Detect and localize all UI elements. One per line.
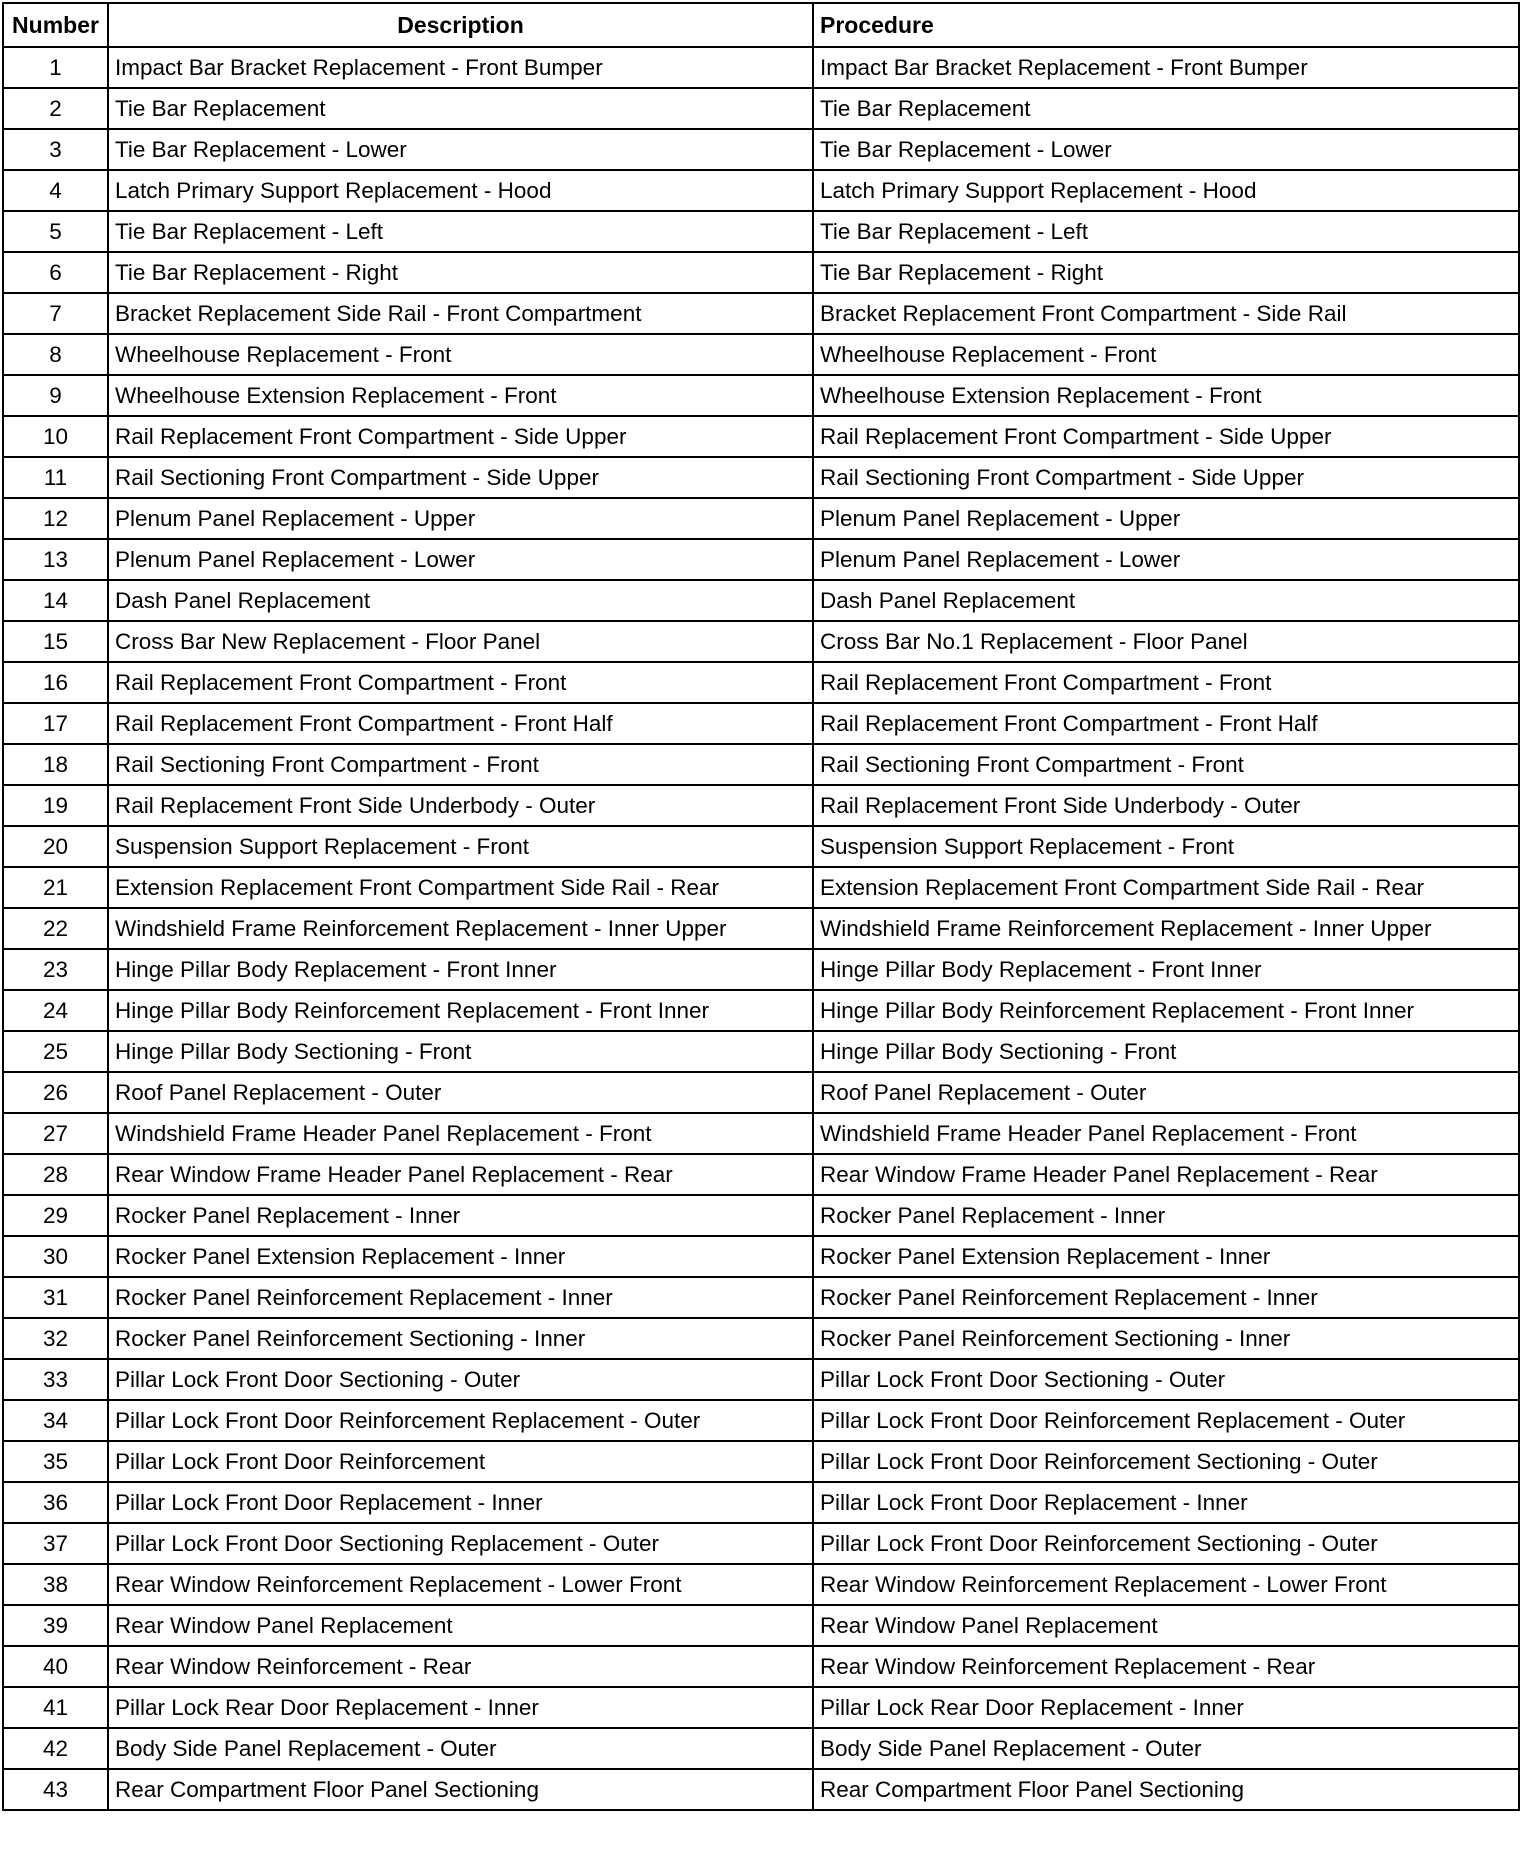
table-row: [3, 1482, 1519, 1523]
cell-procedure: Rear Window Reinforcement Replacement - Lower Front: [813, 1564, 1519, 1605]
table-row: [3, 334, 1519, 375]
cell-number: 8: [3, 334, 108, 375]
cell-number: 13: [3, 539, 108, 580]
cell-number: 29: [3, 1195, 108, 1236]
table-row: [3, 1318, 1519, 1359]
table-row: [3, 1400, 1519, 1441]
cell-description: Impact Bar Bracket Replacement - Front Bumper: [108, 47, 813, 88]
cell-description: Rear Compartment Floor Panel Sectioning: [108, 1769, 813, 1810]
cell-procedure: Rail Replacement Front Compartment - Side Upper: [813, 416, 1519, 457]
table-row: [3, 1441, 1519, 1482]
cell-procedure: Rear Window Reinforcement Replacement - Rear: [813, 1646, 1519, 1687]
cell-description: Wheelhouse Extension Replacement - Front: [108, 375, 813, 416]
table-row: [3, 457, 1519, 498]
cell-description: Roof Panel Replacement - Outer: [108, 1072, 813, 1113]
table-header-row: [3, 3, 1519, 47]
table-row: [3, 1236, 1519, 1277]
cell-number: 22: [3, 908, 108, 949]
cell-procedure: Rocker Panel Reinforcement Replacement - Inner: [813, 1277, 1519, 1318]
cell-description: Rail Replacement Front Compartment - Front: [108, 662, 813, 703]
table-row: [3, 252, 1519, 293]
table-row: [3, 990, 1519, 1031]
cell-description: Latch Primary Support Replacement - Hood: [108, 170, 813, 211]
table-row: [3, 375, 1519, 416]
cell-description: Bracket Replacement Side Rail - Front Compartment: [108, 293, 813, 334]
cell-number: 37: [3, 1523, 108, 1564]
cell-number: 18: [3, 744, 108, 785]
table-row: [3, 1728, 1519, 1769]
cell-procedure: Suspension Support Replacement - Front: [813, 826, 1519, 867]
cell-description: Windshield Frame Header Panel Replacement - Front: [108, 1113, 813, 1154]
cell-procedure: Rail Sectioning Front Compartment - Front: [813, 744, 1519, 785]
cell-number: 23: [3, 949, 108, 990]
table-row: [3, 1072, 1519, 1113]
table-row: [3, 47, 1519, 88]
cell-procedure: Tie Bar Replacement: [813, 88, 1519, 129]
table-row: [3, 662, 1519, 703]
table-body: [3, 47, 1519, 1810]
cell-procedure: Tie Bar Replacement - Left: [813, 211, 1519, 252]
cell-description: Hinge Pillar Body Reinforcement Replacement - Front Inner: [108, 990, 813, 1031]
cell-number: 36: [3, 1482, 108, 1523]
cell-number: 10: [3, 416, 108, 457]
cell-procedure: Pillar Lock Rear Door Replacement - Inner: [813, 1687, 1519, 1728]
table-row: [3, 703, 1519, 744]
table-row: [3, 580, 1519, 621]
cell-description: Cross Bar New Replacement - Floor Panel: [108, 621, 813, 662]
cell-description: Tie Bar Replacement - Lower: [108, 129, 813, 170]
cell-procedure: Dash Panel Replacement: [813, 580, 1519, 621]
cell-description: Hinge Pillar Body Sectioning - Front: [108, 1031, 813, 1072]
cell-description: Rail Sectioning Front Compartment - Front: [108, 744, 813, 785]
table-row: [3, 1769, 1519, 1810]
cell-description: Rear Window Reinforcement - Rear: [108, 1646, 813, 1687]
table-row: [3, 129, 1519, 170]
cell-number: 14: [3, 580, 108, 621]
table-row: [3, 867, 1519, 908]
cell-number: 33: [3, 1359, 108, 1400]
cell-description: Body Side Panel Replacement - Outer: [108, 1728, 813, 1769]
cell-procedure: Rail Sectioning Front Compartment - Side Upper: [813, 457, 1519, 498]
cell-number: 27: [3, 1113, 108, 1154]
table-row: [3, 1646, 1519, 1687]
cell-procedure: Wheelhouse Replacement - Front: [813, 334, 1519, 375]
cell-number: 26: [3, 1072, 108, 1113]
cell-procedure: Rear Window Panel Replacement: [813, 1605, 1519, 1646]
table-row: [3, 293, 1519, 334]
cell-number: 24: [3, 990, 108, 1031]
cell-description: Pillar Lock Front Door Reinforcement: [108, 1441, 813, 1482]
cell-number: 34: [3, 1400, 108, 1441]
column-header-description: Description: [108, 3, 813, 47]
cell-description: Pillar Lock Rear Door Replacement - Inner: [108, 1687, 813, 1728]
cell-description: Tie Bar Replacement - Left: [108, 211, 813, 252]
cell-description: Rail Replacement Front Compartment - Side Upper: [108, 416, 813, 457]
cell-number: 38: [3, 1564, 108, 1605]
cell-description: Rocker Panel Reinforcement Replacement - Inner: [108, 1277, 813, 1318]
cell-description: Pillar Lock Front Door Sectioning Replacement - Outer: [108, 1523, 813, 1564]
cell-procedure: Tie Bar Replacement - Lower: [813, 129, 1519, 170]
cell-procedure: Pillar Lock Front Door Reinforcement Sectioning - Outer: [813, 1523, 1519, 1564]
cell-description: Tie Bar Replacement: [108, 88, 813, 129]
cell-description: Dash Panel Replacement: [108, 580, 813, 621]
table-row: [3, 1154, 1519, 1195]
cell-procedure: Pillar Lock Front Door Sectioning - Outer: [813, 1359, 1519, 1400]
table-row: [3, 1195, 1519, 1236]
cell-number: 21: [3, 867, 108, 908]
cell-description: Hinge Pillar Body Replacement - Front Inner: [108, 949, 813, 990]
cell-procedure: Pillar Lock Front Door Reinforcement Replacement - Outer: [813, 1400, 1519, 1441]
table-row: [3, 908, 1519, 949]
cell-procedure: Rail Replacement Front Compartment - Front Half: [813, 703, 1519, 744]
cell-procedure: Bracket Replacement Front Compartment - Side Rail: [813, 293, 1519, 334]
cell-number: 41: [3, 1687, 108, 1728]
cell-number: 28: [3, 1154, 108, 1195]
column-header-procedure: Procedure: [813, 3, 1519, 47]
cell-number: 6: [3, 252, 108, 293]
cell-procedure: Cross Bar No.1 Replacement - Floor Panel: [813, 621, 1519, 662]
cell-procedure: Pillar Lock Front Door Reinforcement Sectioning - Outer: [813, 1441, 1519, 1482]
cell-procedure: Hinge Pillar Body Reinforcement Replacement - Front Inner: [813, 990, 1519, 1031]
cell-description: Rail Replacement Front Compartment - Front Half: [108, 703, 813, 744]
table-row: [3, 1277, 1519, 1318]
cell-procedure: Hinge Pillar Body Sectioning - Front: [813, 1031, 1519, 1072]
table-row: [3, 785, 1519, 826]
cell-description: Wheelhouse Replacement - Front: [108, 334, 813, 375]
cell-description: Rocker Panel Reinforcement Sectioning - Inner: [108, 1318, 813, 1359]
cell-procedure: Pillar Lock Front Door Replacement - Inner: [813, 1482, 1519, 1523]
cell-description: Rail Sectioning Front Compartment - Side Upper: [108, 457, 813, 498]
cell-description: Rail Replacement Front Side Underbody - Outer: [108, 785, 813, 826]
cell-procedure: Roof Panel Replacement - Outer: [813, 1072, 1519, 1113]
cell-procedure: Rocker Panel Reinforcement Sectioning - Inner: [813, 1318, 1519, 1359]
table-row: [3, 211, 1519, 252]
cell-description: Pillar Lock Front Door Replacement - Inner: [108, 1482, 813, 1523]
cell-number: 25: [3, 1031, 108, 1072]
cell-number: 4: [3, 170, 108, 211]
table-row: [3, 1113, 1519, 1154]
cell-procedure: Rear Compartment Floor Panel Sectioning: [813, 1769, 1519, 1810]
table-row: [3, 1031, 1519, 1072]
table-row: [3, 88, 1519, 129]
cell-procedure: Plenum Panel Replacement - Lower: [813, 539, 1519, 580]
cell-description: Suspension Support Replacement - Front: [108, 826, 813, 867]
cell-description: Pillar Lock Front Door Sectioning - Outer: [108, 1359, 813, 1400]
cell-number: 17: [3, 703, 108, 744]
cell-description: Pillar Lock Front Door Reinforcement Replacement - Outer: [108, 1400, 813, 1441]
table-row: [3, 744, 1519, 785]
cell-number: 2: [3, 88, 108, 129]
cell-procedure: Windshield Frame Reinforcement Replacement - Inner Upper: [813, 908, 1519, 949]
cell-number: 32: [3, 1318, 108, 1359]
table-row: [3, 949, 1519, 990]
cell-procedure: Hinge Pillar Body Replacement - Front Inner: [813, 949, 1519, 990]
cell-description: Windshield Frame Reinforcement Replacement - Inner Upper: [108, 908, 813, 949]
cell-procedure: Extension Replacement Front Compartment Side Rail - Rear: [813, 867, 1519, 908]
cell-description: Rocker Panel Replacement - Inner: [108, 1195, 813, 1236]
cell-number: 20: [3, 826, 108, 867]
cell-procedure: Rail Replacement Front Compartment - Front: [813, 662, 1519, 703]
cell-procedure: Rocker Panel Replacement - Inner: [813, 1195, 1519, 1236]
table-row: [3, 170, 1519, 211]
column-header-number: Number: [3, 3, 108, 47]
cell-number: 43: [3, 1769, 108, 1810]
cell-number: 12: [3, 498, 108, 539]
table-row: [3, 826, 1519, 867]
cell-description: Rocker Panel Extension Replacement - Inner: [108, 1236, 813, 1277]
table-row: [3, 1687, 1519, 1728]
procedure-table: [2, 2, 1520, 1811]
cell-number: 31: [3, 1277, 108, 1318]
cell-description: Plenum Panel Replacement - Lower: [108, 539, 813, 580]
cell-number: 19: [3, 785, 108, 826]
cell-number: 3: [3, 129, 108, 170]
cell-description: Plenum Panel Replacement - Upper: [108, 498, 813, 539]
table-row: [3, 1605, 1519, 1646]
cell-procedure: Plenum Panel Replacement - Upper: [813, 498, 1519, 539]
cell-procedure: Impact Bar Bracket Replacement - Front Bumper: [813, 47, 1519, 88]
table-row: [3, 416, 1519, 457]
cell-number: 15: [3, 621, 108, 662]
cell-number: 11: [3, 457, 108, 498]
cell-number: 1: [3, 47, 108, 88]
cell-number: 35: [3, 1441, 108, 1482]
table-row: [3, 539, 1519, 580]
cell-number: 16: [3, 662, 108, 703]
cell-procedure: Body Side Panel Replacement - Outer: [813, 1728, 1519, 1769]
cell-procedure: Windshield Frame Header Panel Replacement - Front: [813, 1113, 1519, 1154]
cell-number: 5: [3, 211, 108, 252]
cell-procedure: Rear Window Frame Header Panel Replacement - Rear: [813, 1154, 1519, 1195]
cell-number: 39: [3, 1605, 108, 1646]
table-row: [3, 1523, 1519, 1564]
cell-procedure: Tie Bar Replacement - Right: [813, 252, 1519, 293]
table-row: [3, 621, 1519, 662]
table-row: [3, 498, 1519, 539]
cell-procedure: Rail Replacement Front Side Underbody - Outer: [813, 785, 1519, 826]
cell-procedure: Latch Primary Support Replacement - Hood: [813, 170, 1519, 211]
cell-procedure: Wheelhouse Extension Replacement - Front: [813, 375, 1519, 416]
cell-number: 9: [3, 375, 108, 416]
cell-procedure: Rocker Panel Extension Replacement - Inner: [813, 1236, 1519, 1277]
cell-number: 30: [3, 1236, 108, 1277]
table-row: [3, 1564, 1519, 1605]
cell-description: Rear Window Reinforcement Replacement - Lower Front: [108, 1564, 813, 1605]
cell-description: Rear Window Frame Header Panel Replacement - Rear: [108, 1154, 813, 1195]
cell-description: Tie Bar Replacement - Right: [108, 252, 813, 293]
table-row: [3, 1359, 1519, 1400]
cell-number: 42: [3, 1728, 108, 1769]
cell-number: 7: [3, 293, 108, 334]
cell-number: 40: [3, 1646, 108, 1687]
cell-description: Rear Window Panel Replacement: [108, 1605, 813, 1646]
cell-description: Extension Replacement Front Compartment Side Rail - Rear: [108, 867, 813, 908]
